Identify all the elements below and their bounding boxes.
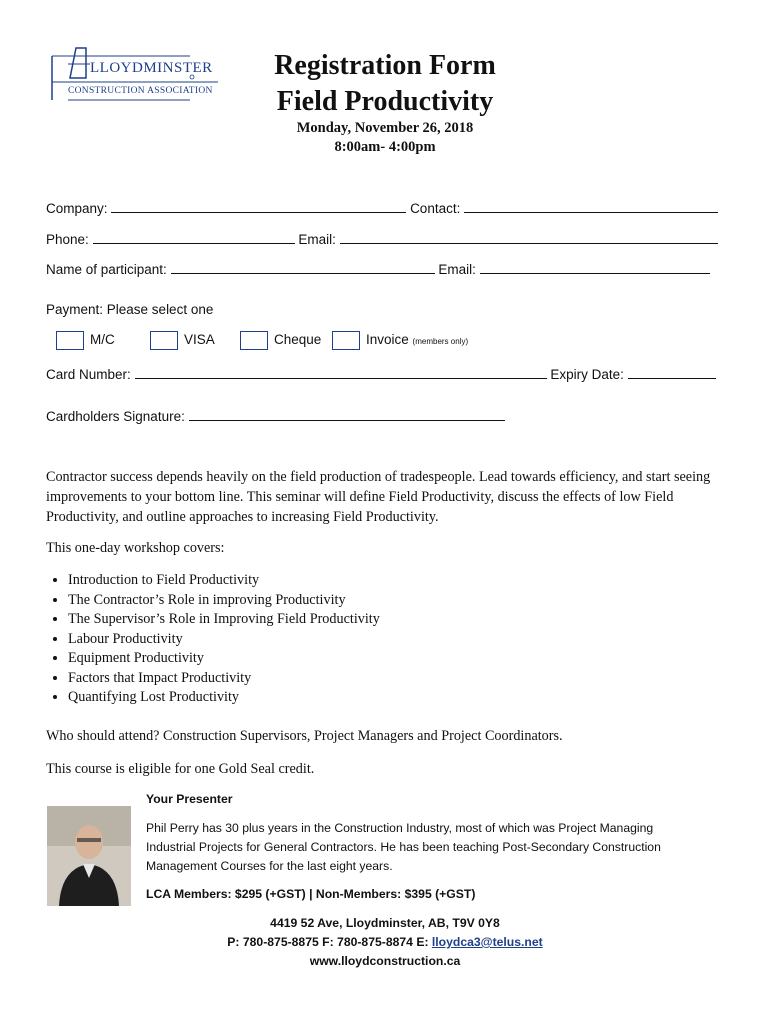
presenter-bio: Phil Perry has 30 plus years in the Construction Industry, most of which was Project Managing Industrial Projects for General Contractors. He has been teaching Post-Secondary Construction Management Courses for the last eight years. [146,821,661,873]
visa-checkbox[interactable] [150,331,178,350]
footer-address: 4419 52 Ave, Lloydminster, AB, T9V 0Y8 [270,916,500,930]
expiry-field[interactable] [628,364,716,379]
card-label: Card Number: [46,367,131,382]
cheque-label: Cheque [274,332,322,348]
email-label: Email: [298,232,336,247]
phone-row [46,229,718,247]
phone-field[interactable] [93,229,295,244]
cheque-checkbox[interactable] [240,331,268,350]
footer-website[interactable]: www.lloydconstruction.ca [309,954,461,968]
presenter-photo [47,806,131,906]
event-time: 8:00am- 4:00pm [334,139,436,155]
payment-option-invoice[interactable] [332,331,468,350]
contact-label: Contact: [410,201,461,216]
footer-contact [150,933,620,952]
invoice-label: Invoice [366,332,409,348]
invoice-note: (members only) [412,337,469,347]
phone-label: Phone: [46,232,89,247]
payment-option-mc[interactable] [56,331,115,350]
email-field[interactable] [340,229,718,244]
list-item: • The Supervisor’s Role in Improving Field Productivity [68,610,380,630]
participant-label: Name of participant: [46,262,167,277]
list-item: • Labour Productivity [68,630,380,650]
participant-row [46,259,710,277]
contact-field[interactable] [464,198,718,213]
page-subtitle: Field Productivity [276,86,494,117]
company-field[interactable] [111,198,406,213]
topics-list [46,571,380,708]
event-date: Monday, November 26, 2018 [296,120,474,136]
participant-field[interactable] [171,259,435,274]
mc-label: M/C [90,332,115,348]
list-item: • Factors that Impact Productivity [68,669,380,689]
page-title: Registration Form [274,50,496,81]
list-item: • Equipment Productivity [68,649,380,669]
invoice-checkbox[interactable] [332,331,360,350]
payment-label: Payment: Please select one [46,302,214,317]
logo-subtitle: CONSTRUCTION ASSOCIATION [68,86,213,96]
visa-label: VISA [184,332,215,348]
card-row [46,364,716,382]
credit-paragraph: This course is eligible for one Gold Seal credit. [46,761,315,777]
attend-paragraph: Who should attend? Construction Supervisors, Project Managers and Project Coordinators. [46,728,563,744]
footer-email-link[interactable]: lloydca3@telus.net [431,935,543,949]
signature-label: Cardholders Signature: [46,409,185,424]
logo-mark-icon [50,44,220,110]
list-item: • The Contractor’s Role in improving Productivity [68,591,380,611]
participant-email-label: Email: [438,262,476,277]
footer-phone-fax: P: 780-875-8875 F: 780-875-8874 E: [227,935,429,949]
payment-option-visa[interactable] [150,331,215,350]
company-label: Company: [46,201,108,216]
lloydminster-logo [50,44,220,110]
list-item: • Introduction to Field Productivity [68,571,380,591]
expiry-label: Expiry Date: [550,367,624,382]
presenter-heading: Your Presenter [146,792,233,806]
signature-row [46,406,505,424]
list-item: • Quantifying Lost Productivity [68,688,380,708]
mc-checkbox[interactable] [56,331,84,350]
pricing: LCA Members: $295 (+GST) | Non-Members: $395 (+GST) [146,887,476,901]
card-field[interactable] [135,364,547,379]
intro-paragraph: Contractor success depends heavily on the field production of tradespeople. Lead towards efficiency, and start seeing improvements to your bottom line. This seminar will define Field Productivity, discuss the effects of low Field Productivity, and outline approaches to increasing Field Productivity. [46,469,711,525]
logo-name: LLOYDMINSTER [90,60,213,76]
signature-field[interactable] [189,406,505,421]
covers-heading: This one-day workshop covers: [46,540,225,556]
company-row [46,198,718,216]
payment-option-cheque[interactable] [240,331,321,350]
participant-email-field[interactable] [480,259,710,274]
